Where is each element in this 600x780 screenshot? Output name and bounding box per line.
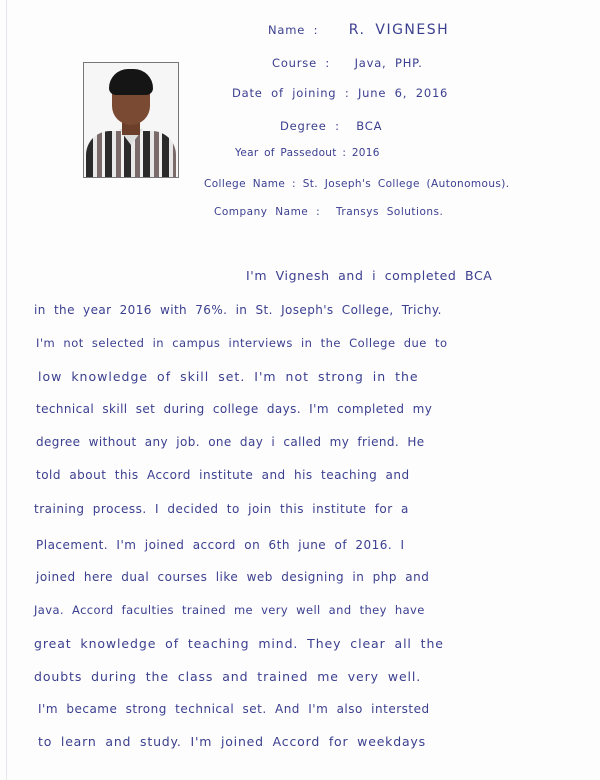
degree-value: BCA bbox=[356, 119, 383, 133]
name-field bbox=[268, 22, 449, 38]
company-label: Company Name : bbox=[214, 206, 321, 218]
body-line: I'm Vignesh and i completed BCA bbox=[246, 268, 493, 283]
course-label: Course : bbox=[272, 56, 331, 70]
body-line: doubts during the class and trained me very well. bbox=[34, 669, 422, 684]
company-name-field bbox=[214, 206, 443, 218]
doj-value: June 6, 2016 bbox=[357, 86, 449, 100]
degree-field bbox=[280, 119, 382, 133]
body-line: Java. Accord faculties trained me very well and they have bbox=[34, 603, 425, 617]
body-line: Placement. I'm joined accord on 6th june of 2016. I bbox=[36, 538, 405, 552]
college-value: St. Joseph's College (Autonomous). bbox=[302, 178, 510, 190]
body-line: I'm became strong technical set. And I'm also intersted bbox=[38, 702, 430, 716]
body-line: low knowledge of skill set. I'm not strong in the bbox=[38, 369, 419, 384]
year-of-passing-field bbox=[235, 147, 380, 159]
body-line: told about this Accord institute and his teaching and bbox=[36, 468, 410, 482]
company-value: Transys Solutions. bbox=[336, 206, 444, 218]
body-line: training process. I decided to join this institute for a bbox=[34, 502, 409, 516]
body-line: technical skill set during college days. I'm completed my bbox=[36, 402, 433, 416]
degree-label: Degree : bbox=[280, 119, 340, 133]
course-field bbox=[272, 56, 423, 70]
course-value: Java, PHP. bbox=[354, 56, 423, 70]
page-edge bbox=[6, 0, 7, 780]
body-line: to learn and study. I'm joined Accord for weekdays bbox=[38, 734, 426, 749]
college-name-field bbox=[204, 178, 510, 190]
name-value: R. VIGNESH bbox=[348, 22, 450, 38]
name-label: Name : bbox=[268, 23, 319, 37]
doj-label: Date of joining : bbox=[232, 86, 350, 100]
year-value: 2016 bbox=[351, 147, 380, 159]
body-line: joined here dual courses like web designing in php and bbox=[36, 570, 430, 584]
body-line: in the year 2016 with 76%. in St. Joseph's College, Trichy. bbox=[34, 303, 442, 317]
year-label: Year of Passedout : bbox=[235, 147, 347, 159]
student-photo bbox=[83, 62, 179, 178]
body-line: great knowledge of teaching mind. They clear all the bbox=[34, 636, 444, 651]
college-label: College Name : bbox=[204, 178, 296, 190]
body-line: degree without any job. one day i called my friend. He bbox=[36, 435, 425, 449]
date-of-joining-field bbox=[232, 86, 448, 100]
body-line: I'm not selected in campus interviews in the College due to bbox=[36, 336, 448, 350]
